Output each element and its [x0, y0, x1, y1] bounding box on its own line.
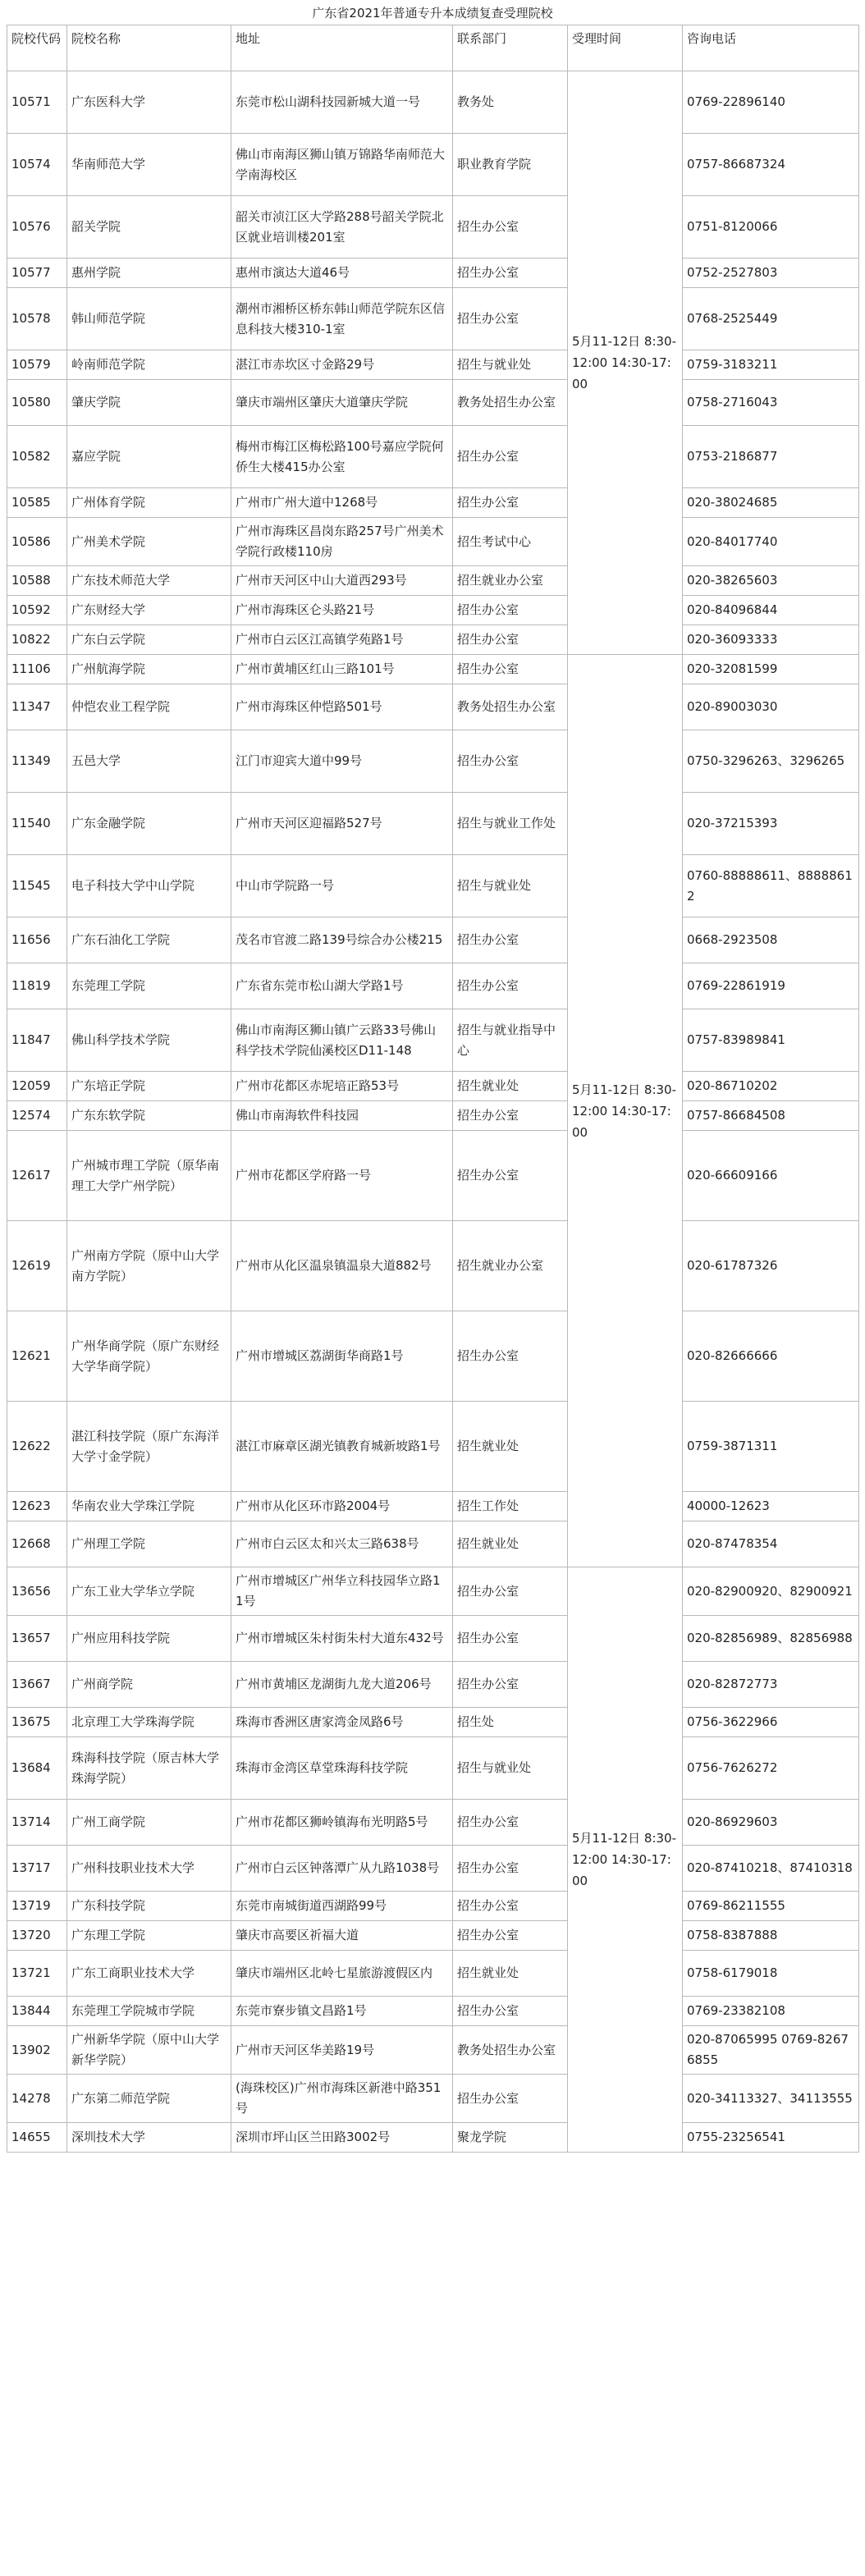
- cell-phone: 020-87065995 0769-82676855: [683, 2026, 859, 2075]
- cell-phone: 020-32081599: [683, 655, 859, 684]
- cell-name: 广州美术学院: [67, 518, 231, 566]
- cell-address: 广州市白云区太和兴太三路638号: [231, 1521, 453, 1567]
- cell-code: 13721: [7, 1951, 67, 1997]
- cell-address: 肇庆市高要区祈福大道: [231, 1921, 453, 1951]
- cell-phone: 0757-86687324: [683, 134, 859, 196]
- cell-department: 招生办公室: [453, 625, 568, 655]
- cell-name: 广东第二师范学院: [67, 2075, 231, 2123]
- document-title: 广东省2021年普通专升本成绩复查受理院校: [312, 6, 553, 21]
- cell-code: 10578: [7, 288, 67, 350]
- table-row: [7, 1131, 859, 1221]
- cell-address: 广州市海珠区昌岗东路257号广州美术学院行政楼110房: [231, 518, 453, 566]
- cell-phone: 0668-2923508: [683, 917, 859, 963]
- cell-phone: 0768-2525449: [683, 288, 859, 350]
- cell-code: 12621: [7, 1311, 67, 1402]
- cell-department: 招生办公室: [453, 1101, 568, 1131]
- cell-code: 10576: [7, 196, 67, 259]
- cell-name: 广东工商职业技术大学: [67, 1951, 231, 1997]
- cell-department: 招生工作处: [453, 1492, 568, 1521]
- cell-address: 广州市天河区中山大道西293号: [231, 566, 453, 596]
- cell-name: 广东医科大学: [67, 71, 231, 134]
- cell-address: 佛山市南海软件科技园: [231, 1101, 453, 1131]
- cell-name: 华南师范大学: [67, 134, 231, 196]
- cell-phone: 020-38024685: [683, 488, 859, 518]
- cell-name: 深圳技术大学: [67, 2123, 231, 2153]
- cell-phone: 0757-83989841: [683, 1009, 859, 1072]
- table-row: [7, 71, 859, 134]
- cell-name: 肇庆学院: [67, 380, 231, 426]
- table-row: [7, 1567, 859, 1616]
- cell-phone: 0756-3622966: [683, 1708, 859, 1737]
- cell-name: 广东石油化工学院: [67, 917, 231, 963]
- cell-address: 广州市从化区温泉镇温泉大道882号: [231, 1221, 453, 1311]
- cell-department: 招生办公室: [453, 596, 568, 625]
- cell-name: 广东东软学院: [67, 1101, 231, 1131]
- cell-phone: 020-37215393: [683, 793, 859, 855]
- table-row: [7, 259, 859, 288]
- cell-address: 广州市花都区学府路一号: [231, 1131, 453, 1221]
- table-row: [7, 730, 859, 793]
- cell-code: 11819: [7, 963, 67, 1009]
- cell-address: 惠州市演达大道46号: [231, 259, 453, 288]
- cell-address: 潮州市湘桥区桥东韩山师范学院东区信息科技大楼310-1室: [231, 288, 453, 350]
- header-phone: 咨询电话: [683, 25, 859, 71]
- cell-name: 广州理工学院: [67, 1521, 231, 1567]
- cell-code: 10580: [7, 380, 67, 426]
- cell-address: 梅州市梅江区梅松路100号嘉应学院何侨生大楼415办公室: [231, 426, 453, 488]
- cell-address: 广州市白云区江高镇学苑路1号: [231, 625, 453, 655]
- cell-name: 岭南师范学院: [67, 350, 231, 380]
- cell-code: 10592: [7, 596, 67, 625]
- cell-department: 招生办公室: [453, 1311, 568, 1402]
- cell-code: 13714: [7, 1800, 67, 1846]
- cell-name: 华南农业大学珠江学院: [67, 1492, 231, 1521]
- cell-code: 13684: [7, 1737, 67, 1800]
- cell-address: 广州市增城区朱村街朱村大道东432号: [231, 1616, 453, 1662]
- cell-code: 13667: [7, 1662, 67, 1708]
- cell-phone: 0760-88888611、88888612: [683, 855, 859, 917]
- cell-department: 教务处招生办公室: [453, 684, 568, 730]
- cell-phone: 0756-7626272: [683, 1737, 859, 1800]
- cell-name: 广东科技学院: [67, 1892, 231, 1921]
- cell-name: 广州航海学院: [67, 655, 231, 684]
- cell-name: 五邑大学: [67, 730, 231, 793]
- schools-table: [7, 25, 859, 2153]
- cell-phone: 0750-3296263、3296265: [683, 730, 859, 793]
- table-row: [7, 1951, 859, 1997]
- cell-address: 佛山市南海区狮山镇万锦路华南师范大学南海校区: [231, 134, 453, 196]
- table-row: [7, 655, 859, 684]
- cell-phone: 40000-12623: [683, 1492, 859, 1521]
- cell-phone: 0769-22896140: [683, 71, 859, 134]
- cell-address: 江门市迎宾大道中99号: [231, 730, 453, 793]
- table-row: [7, 196, 859, 259]
- cell-phone: 0758-2716043: [683, 380, 859, 426]
- cell-address: 湛江市赤坎区寸金路29号: [231, 350, 453, 380]
- cell-phone: 0759-3871311: [683, 1402, 859, 1492]
- header-address: 地址: [231, 25, 453, 71]
- cell-name: 珠海科技学院（原吉林大学珠海学院）: [67, 1737, 231, 1800]
- cell-address: 广州市天河区华美路19号: [231, 2026, 453, 2075]
- cell-code: 13675: [7, 1708, 67, 1737]
- cell-address: 广州市黄埔区龙湖街九龙大道206号: [231, 1662, 453, 1708]
- cell-department: 招生就业办公室: [453, 1221, 568, 1311]
- cell-address: (海珠校区)广州市海珠区新港中路351号: [231, 2075, 453, 2123]
- table-row: [7, 2123, 859, 2153]
- table-row: [7, 1921, 859, 1951]
- cell-address: 东莞市寮步镇文昌路1号: [231, 1997, 453, 2026]
- cell-department: 招生就业办公室: [453, 566, 568, 596]
- cell-department: 招生办公室: [453, 426, 568, 488]
- cell-department: 招生办公室: [453, 1800, 568, 1846]
- cell-phone: 020-82872773: [683, 1662, 859, 1708]
- cell-phone: 020-82856989、82856988: [683, 1616, 859, 1662]
- cell-address: 广州市天河区迎福路527号: [231, 793, 453, 855]
- cell-code: 11106: [7, 655, 67, 684]
- table-header-row: [7, 25, 859, 71]
- cell-phone: 0751-8120066: [683, 196, 859, 259]
- cell-phone: 020-61787326: [683, 1221, 859, 1311]
- cell-name: 广东工业大学华立学院: [67, 1567, 231, 1616]
- cell-address: 东莞市松山湖科技园新城大道一号: [231, 71, 453, 134]
- cell-address: 佛山市南海区狮山镇广云路33号佛山科学技术学院仙溪校区D11-148: [231, 1009, 453, 1072]
- table-row: [7, 426, 859, 488]
- cell-department: 招生与就业指导中心: [453, 1009, 568, 1072]
- cell-code: 10574: [7, 134, 67, 196]
- table-row: [7, 793, 859, 855]
- table-body: [7, 71, 859, 2153]
- cell-phone: 0769-22861919: [683, 963, 859, 1009]
- cell-address: 广州市花都区狮岭镇海布光明路5号: [231, 1800, 453, 1846]
- cell-address: 肇庆市端州区北岭七星旅游渡假区内: [231, 1951, 453, 1997]
- cell-name: 广东理工学院: [67, 1921, 231, 1951]
- cell-name: 韶关学院: [67, 196, 231, 259]
- cell-department: 招生办公室: [453, 1892, 568, 1921]
- cell-accept-time: 5月11-12日 8:30-12:00 14:30-17:00: [568, 1567, 683, 2153]
- cell-department: 招生就业处: [453, 1402, 568, 1492]
- table-row: [7, 2026, 859, 2075]
- table-row: [7, 488, 859, 518]
- cell-address: 广东省东莞市松山湖大学路1号: [231, 963, 453, 1009]
- table-row: [7, 2075, 859, 2123]
- table-row: [7, 855, 859, 917]
- cell-address: 广州市增城区广州华立科技园华立路11号: [231, 1567, 453, 1616]
- cell-name: 广东白云学院: [67, 625, 231, 655]
- cell-name: 仲恺农业工程学院: [67, 684, 231, 730]
- table-row: [7, 1221, 859, 1311]
- cell-address: 湛江市麻章区湖光镇教育城新坡路1号: [231, 1402, 453, 1492]
- cell-department: 招生办公室: [453, 1662, 568, 1708]
- table-row: [7, 1892, 859, 1921]
- table-row: [7, 1492, 859, 1521]
- cell-department: 招生办公室: [453, 288, 568, 350]
- cell-code: 11656: [7, 917, 67, 963]
- cell-address: 广州市花都区赤坭培正路53号: [231, 1072, 453, 1101]
- cell-code: 13719: [7, 1892, 67, 1921]
- cell-name: 惠州学院: [67, 259, 231, 288]
- table-row: [7, 134, 859, 196]
- cell-code: 13902: [7, 2026, 67, 2075]
- cell-name: 广东培正学院: [67, 1072, 231, 1101]
- cell-phone: 0769-23382108: [683, 1997, 859, 2026]
- cell-code: 13720: [7, 1921, 67, 1951]
- cell-address: 广州市海珠区仲恺路501号: [231, 684, 453, 730]
- cell-name: 东莞理工学院: [67, 963, 231, 1009]
- cell-code: 11347: [7, 684, 67, 730]
- cell-code: 13657: [7, 1616, 67, 1662]
- cell-department: 招生办公室: [453, 917, 568, 963]
- cell-name: 东莞理工学院城市学院: [67, 1997, 231, 2026]
- cell-code: 13844: [7, 1997, 67, 2026]
- header-code: 院校代码: [7, 25, 67, 71]
- cell-department: 招生与就业处: [453, 350, 568, 380]
- cell-department: 招生与就业工作处: [453, 793, 568, 855]
- cell-department: 教务处招生办公室: [453, 2026, 568, 2075]
- cell-address: 广州市增城区荔湖街华商路1号: [231, 1311, 453, 1402]
- cell-department: 招生考试中心: [453, 518, 568, 566]
- cell-address: 广州市海珠区仑头路21号: [231, 596, 453, 625]
- header-name: 院校名称: [67, 25, 231, 71]
- cell-name: 佛山科学技术学院: [67, 1009, 231, 1072]
- cell-phone: 020-86929603: [683, 1800, 859, 1846]
- cell-code: 12623: [7, 1492, 67, 1521]
- table-row: [7, 1616, 859, 1662]
- cell-code: 13717: [7, 1846, 67, 1892]
- table-row: [7, 917, 859, 963]
- cell-address: 韶关市浈江区大学路288号韶关学院北区就业培训楼201室: [231, 196, 453, 259]
- cell-address: 肇庆市端州区肇庆大道肇庆学院: [231, 380, 453, 426]
- cell-name: 广州商学院: [67, 1662, 231, 1708]
- cell-department: 招生办公室: [453, 730, 568, 793]
- cell-name: 广州华商学院（原广东财经大学华商学院）: [67, 1311, 231, 1402]
- cell-code: 12059: [7, 1072, 67, 1101]
- cell-code: 10582: [7, 426, 67, 488]
- table-row: [7, 566, 859, 596]
- cell-department: 招生与就业处: [453, 855, 568, 917]
- cell-phone: 020-86710202: [683, 1072, 859, 1101]
- table-row: [7, 380, 859, 426]
- cell-code: 12574: [7, 1101, 67, 1131]
- cell-phone: 020-87410218、87410318: [683, 1846, 859, 1892]
- table-row: [7, 1101, 859, 1131]
- cell-phone: 020-84017740: [683, 518, 859, 566]
- table-row: [7, 1009, 859, 1072]
- cell-address: 珠海市香洲区唐家湾金凤路6号: [231, 1708, 453, 1737]
- table-row: [7, 684, 859, 730]
- cell-code: 12619: [7, 1221, 67, 1311]
- cell-phone: 020-84096844: [683, 596, 859, 625]
- cell-address: 茂名市官渡二路139号综合办公楼215: [231, 917, 453, 963]
- table-row: [7, 1846, 859, 1892]
- cell-name: 嘉应学院: [67, 426, 231, 488]
- cell-department: 招生办公室: [453, 259, 568, 288]
- cell-address: 广州市广州大道中1268号: [231, 488, 453, 518]
- table-row: [7, 288, 859, 350]
- cell-name: 广州南方学院（原中山大学南方学院）: [67, 1221, 231, 1311]
- cell-phone: 0758-6179018: [683, 1951, 859, 1997]
- cell-department: 招生就业处: [453, 1521, 568, 1567]
- cell-department: 招生处: [453, 1708, 568, 1737]
- cell-phone: 0759-3183211: [683, 350, 859, 380]
- cell-department: 招生办公室: [453, 2075, 568, 2123]
- table-row: [7, 1402, 859, 1492]
- cell-code: 10585: [7, 488, 67, 518]
- cell-accept-time: 5月11-12日 8:30-12:00 14:30-17:00: [568, 71, 683, 655]
- table-row: [7, 1737, 859, 1800]
- cell-department: 招生办公室: [453, 196, 568, 259]
- cell-phone: 020-82900920、82900921: [683, 1567, 859, 1616]
- table-row: [7, 350, 859, 380]
- table-row: [7, 625, 859, 655]
- cell-department: 招生就业处: [453, 1072, 568, 1101]
- cell-name: 广州体育学院: [67, 488, 231, 518]
- cell-code: 11545: [7, 855, 67, 917]
- cell-accept-time: 5月11-12日 8:30-12:00 14:30-17:00: [568, 655, 683, 1567]
- cell-name: 广州城市理工学院（原华南理工大学广州学院）: [67, 1131, 231, 1221]
- cell-phone: 020-66609166: [683, 1131, 859, 1221]
- cell-code: 10586: [7, 518, 67, 566]
- cell-phone: 020-38265603: [683, 566, 859, 596]
- cell-phone: 0752-2527803: [683, 259, 859, 288]
- cell-address: 东莞市南城街道西湖路99号: [231, 1892, 453, 1921]
- cell-address: 深圳市坪山区兰田路3002号: [231, 2123, 453, 2153]
- cell-name: 广东财经大学: [67, 596, 231, 625]
- cell-code: 11540: [7, 793, 67, 855]
- cell-department: 招生办公室: [453, 488, 568, 518]
- cell-code: 12668: [7, 1521, 67, 1567]
- cell-name: 广东技术师范大学: [67, 566, 231, 596]
- cell-name: 广州科技职业技术大学: [67, 1846, 231, 1892]
- cell-name: 广州工商学院: [67, 1800, 231, 1846]
- table-row: [7, 963, 859, 1009]
- cell-phone: 020-82666666: [683, 1311, 859, 1402]
- cell-department: 教务处招生办公室: [453, 380, 568, 426]
- cell-department: 教务处: [453, 71, 568, 134]
- cell-address: 广州市黄埔区红山三路101号: [231, 655, 453, 684]
- cell-department: 职业教育学院: [453, 134, 568, 196]
- table-row: [7, 1800, 859, 1846]
- cell-phone: 0758-8387888: [683, 1921, 859, 1951]
- cell-phone: 0753-2186877: [683, 426, 859, 488]
- cell-name: 广州应用科技学院: [67, 1616, 231, 1662]
- cell-code: 10579: [7, 350, 67, 380]
- cell-phone: 0755-23256541: [683, 2123, 859, 2153]
- cell-phone: 0757-86684508: [683, 1101, 859, 1131]
- cell-address: 广州市白云区钟落潭广从九路1038号: [231, 1846, 453, 1892]
- header-accept-time: 受理时间: [568, 25, 683, 71]
- cell-code: 10822: [7, 625, 67, 655]
- cell-code: 10588: [7, 566, 67, 596]
- cell-name: 湛江科技学院（原广东海洋大学寸金学院）: [67, 1402, 231, 1492]
- cell-name: 广州新华学院（原中山大学新华学院）: [67, 2026, 231, 2075]
- cell-code: 11349: [7, 730, 67, 793]
- table-row: [7, 1521, 859, 1567]
- cell-department: 招生就业处: [453, 1951, 568, 1997]
- cell-name: 韩山师范学院: [67, 288, 231, 350]
- cell-code: 12617: [7, 1131, 67, 1221]
- header-department: 联系部门: [453, 25, 568, 71]
- cell-phone: 020-87478354: [683, 1521, 859, 1567]
- cell-name: 北京理工大学珠海学院: [67, 1708, 231, 1737]
- cell-department: 招生办公室: [453, 1567, 568, 1616]
- cell-phone: 020-34113327、34113555: [683, 2075, 859, 2123]
- cell-code: 11847: [7, 1009, 67, 1072]
- cell-department: 招生办公室: [453, 1997, 568, 2026]
- table-row: [7, 1708, 859, 1737]
- cell-code: 14655: [7, 2123, 67, 2153]
- cell-code: 10577: [7, 259, 67, 288]
- cell-address: 中山市学院路一号: [231, 855, 453, 917]
- cell-phone: 020-36093333: [683, 625, 859, 655]
- cell-department: 招生办公室: [453, 655, 568, 684]
- cell-code: 10571: [7, 71, 67, 134]
- cell-phone: 0769-86211555: [683, 1892, 859, 1921]
- cell-department: 招生办公室: [453, 1921, 568, 1951]
- cell-department: 聚龙学院: [453, 2123, 568, 2153]
- table-row: [7, 518, 859, 566]
- cell-code: 14278: [7, 2075, 67, 2123]
- table-row: [7, 1311, 859, 1402]
- cell-code: 13656: [7, 1567, 67, 1616]
- cell-name: 广东金融学院: [67, 793, 231, 855]
- cell-code: 12622: [7, 1402, 67, 1492]
- table-row: [7, 596, 859, 625]
- cell-department: 招生办公室: [453, 1131, 568, 1221]
- cell-department: 招生办公室: [453, 963, 568, 1009]
- cell-address: 广州市从化区环市路2004号: [231, 1492, 453, 1521]
- cell-name: 电子科技大学中山学院: [67, 855, 231, 917]
- cell-department: 招生办公室: [453, 1616, 568, 1662]
- cell-phone: 020-89003030: [683, 684, 859, 730]
- table-row: [7, 1662, 859, 1708]
- table-row: [7, 1997, 859, 2026]
- cell-address: 珠海市金湾区草堂珠海科技学院: [231, 1737, 453, 1800]
- cell-department: 招生办公室: [453, 1846, 568, 1892]
- cell-department: 招生与就业处: [453, 1737, 568, 1800]
- table-row: [7, 1072, 859, 1101]
